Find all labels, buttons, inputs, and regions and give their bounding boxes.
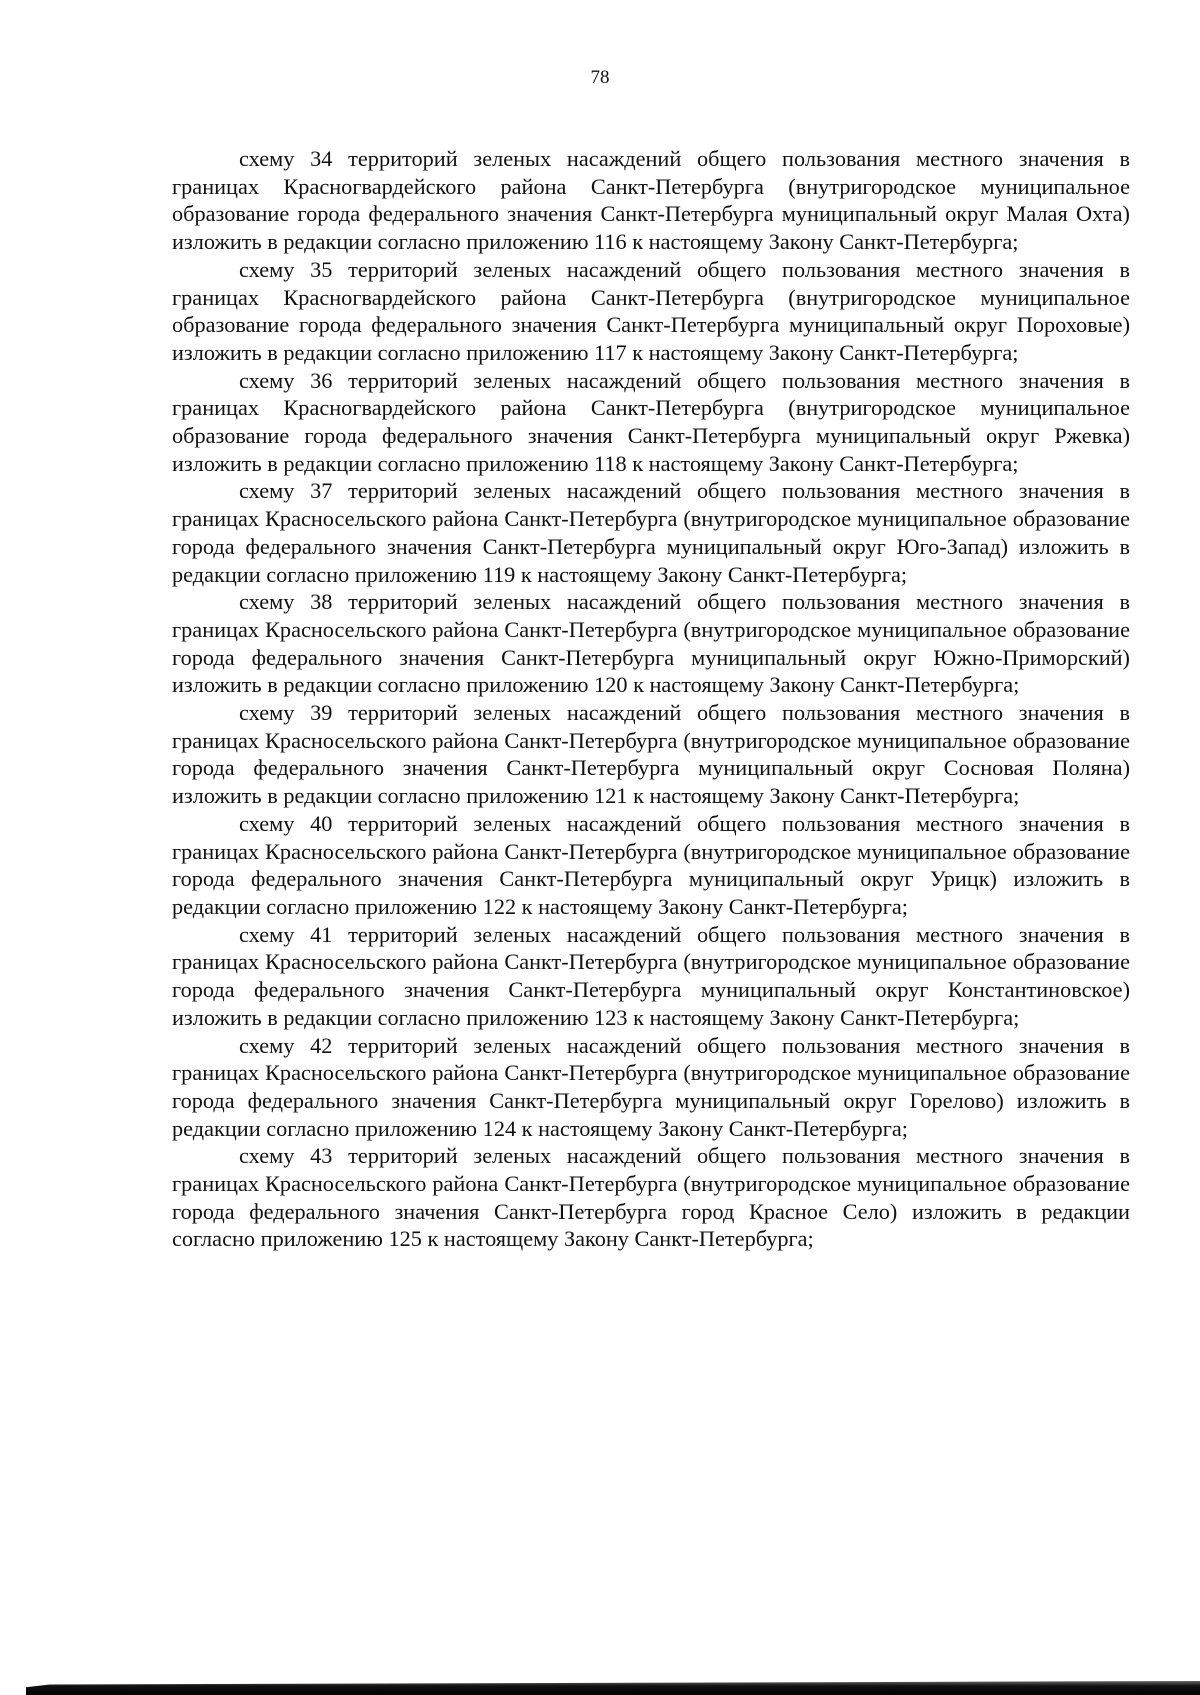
paragraph-scheme-36: схему 36 территорий зеленых насаждений общего пользования местного значения в границах Красногвардейского района Санкт-Петербурга (внутригородское муниципальное образование города федерального значения Санкт-Петербурга муниципальный округ Ржевка) изложить в редакции согласно приложению 118 к настоящему Закону Санкт-Петербурга; — [172, 367, 1130, 476]
paragraph-scheme-37: схему 37 территорий зеленых насаждений общего пользования местного значения в границах Красносельского района Санкт-Петербурга (внутригородское муниципальное образование города федерального значения Санкт-Петербурга муниципальный округ Юго-Запад) изложить в редакции согласно приложению 119 к настоящему Закону Санкт-Петербурга; — [172, 478, 1130, 587]
page-number: 78 — [590, 67, 610, 88]
paragraph-scheme-43: схему 43 территорий зеленых насаждений общего пользования местного значения в границах Красносельского района Санкт-Петербурга (внутригородское муниципальное образование города федерального значения Санкт-Петербурга город Красное Село) изложить в редакции согласно приложению 125 к настоящему Закону Санкт-Петербурга; — [172, 1143, 1130, 1252]
paragraph-scheme-41: схему 41 территорий зеленых насаждений общего пользования местного значения в границах Красносельского района Санкт-Петербурга (внутригородское муниципальное образование города федерального значения Санкт-Петербурга муниципальный округ Константиновское) изложить в редакции согласно приложению 123 к настоящему Закону Санкт-Петербурга; — [172, 921, 1130, 1030]
paragraph-scheme-35: схему 35 территорий зеленых насаждений общего пользования местного значения в границах Красногвардейского района Санкт-Петербурга (внутригородское муниципальное образование города федерального значения Санкт-Петербурга муниципальный округ Пороховые) изложить в редакции согласно приложению 117 к настоящему Закону Санкт-Петербурга; — [172, 256, 1130, 365]
paragraph-scheme-34: схему 34 территорий зеленых насаждений общего пользования местного значения в границах Красногвардейского района Санкт-Петербурга (внутригородское муниципальное образование города федерального значения Санкт-Петербурга муниципальный округ Малая Охта) изложить в редакции согласно приложению 116 к настоящему Закону Санкт-Петербурга; — [172, 146, 1130, 255]
document-body — [172, 145, 1130, 1253]
paragraph-scheme-42: схему 42 территорий зеленых насаждений общего пользования местного значения в границах Красносельского района Санкт-Петербурга (внутригородское муниципальное образование города федерального значения Санкт-Петербурга муниципальный округ Горелово) изложить в редакции согласно приложению 124 к настоящему Закону Санкт-Петербурга; — [172, 1032, 1130, 1141]
paragraph-scheme-40: схему 40 территорий зеленых насаждений общего пользования местного значения в границах Красносельского района Санкт-Петербурга (внутригородское муниципальное образование города федерального значения Санкт-Петербурга муниципальный округ Урицк) изложить в редакции согласно приложению 122 к настоящему Закону Санкт-Петербурга; — [172, 810, 1130, 919]
paragraph-scheme-38: схему 38 территорий зеленых насаждений общего пользования местного значения в границах Красносельского района Санкт-Петербурга (внутригородское муниципальное образование города федерального значения Санкт-Петербурга муниципальный округ Южно-Приморский) изложить в редакции согласно приложению 120 к настоящему Закону Санкт-Петербурга; — [172, 589, 1130, 698]
scan-edge-bar — [26, 1681, 1200, 1695]
paragraph-scheme-39: схему 39 территорий зеленых насаждений общего пользования местного значения в границах Красносельского района Санкт-Петербурга (внутригородское муниципальное образование города федерального значения Санкт-Петербурга муниципальный округ Сосновая Поляна) изложить в редакции согласно приложению 121 к настоящему Закону Санкт-Петербурга; — [172, 700, 1130, 809]
